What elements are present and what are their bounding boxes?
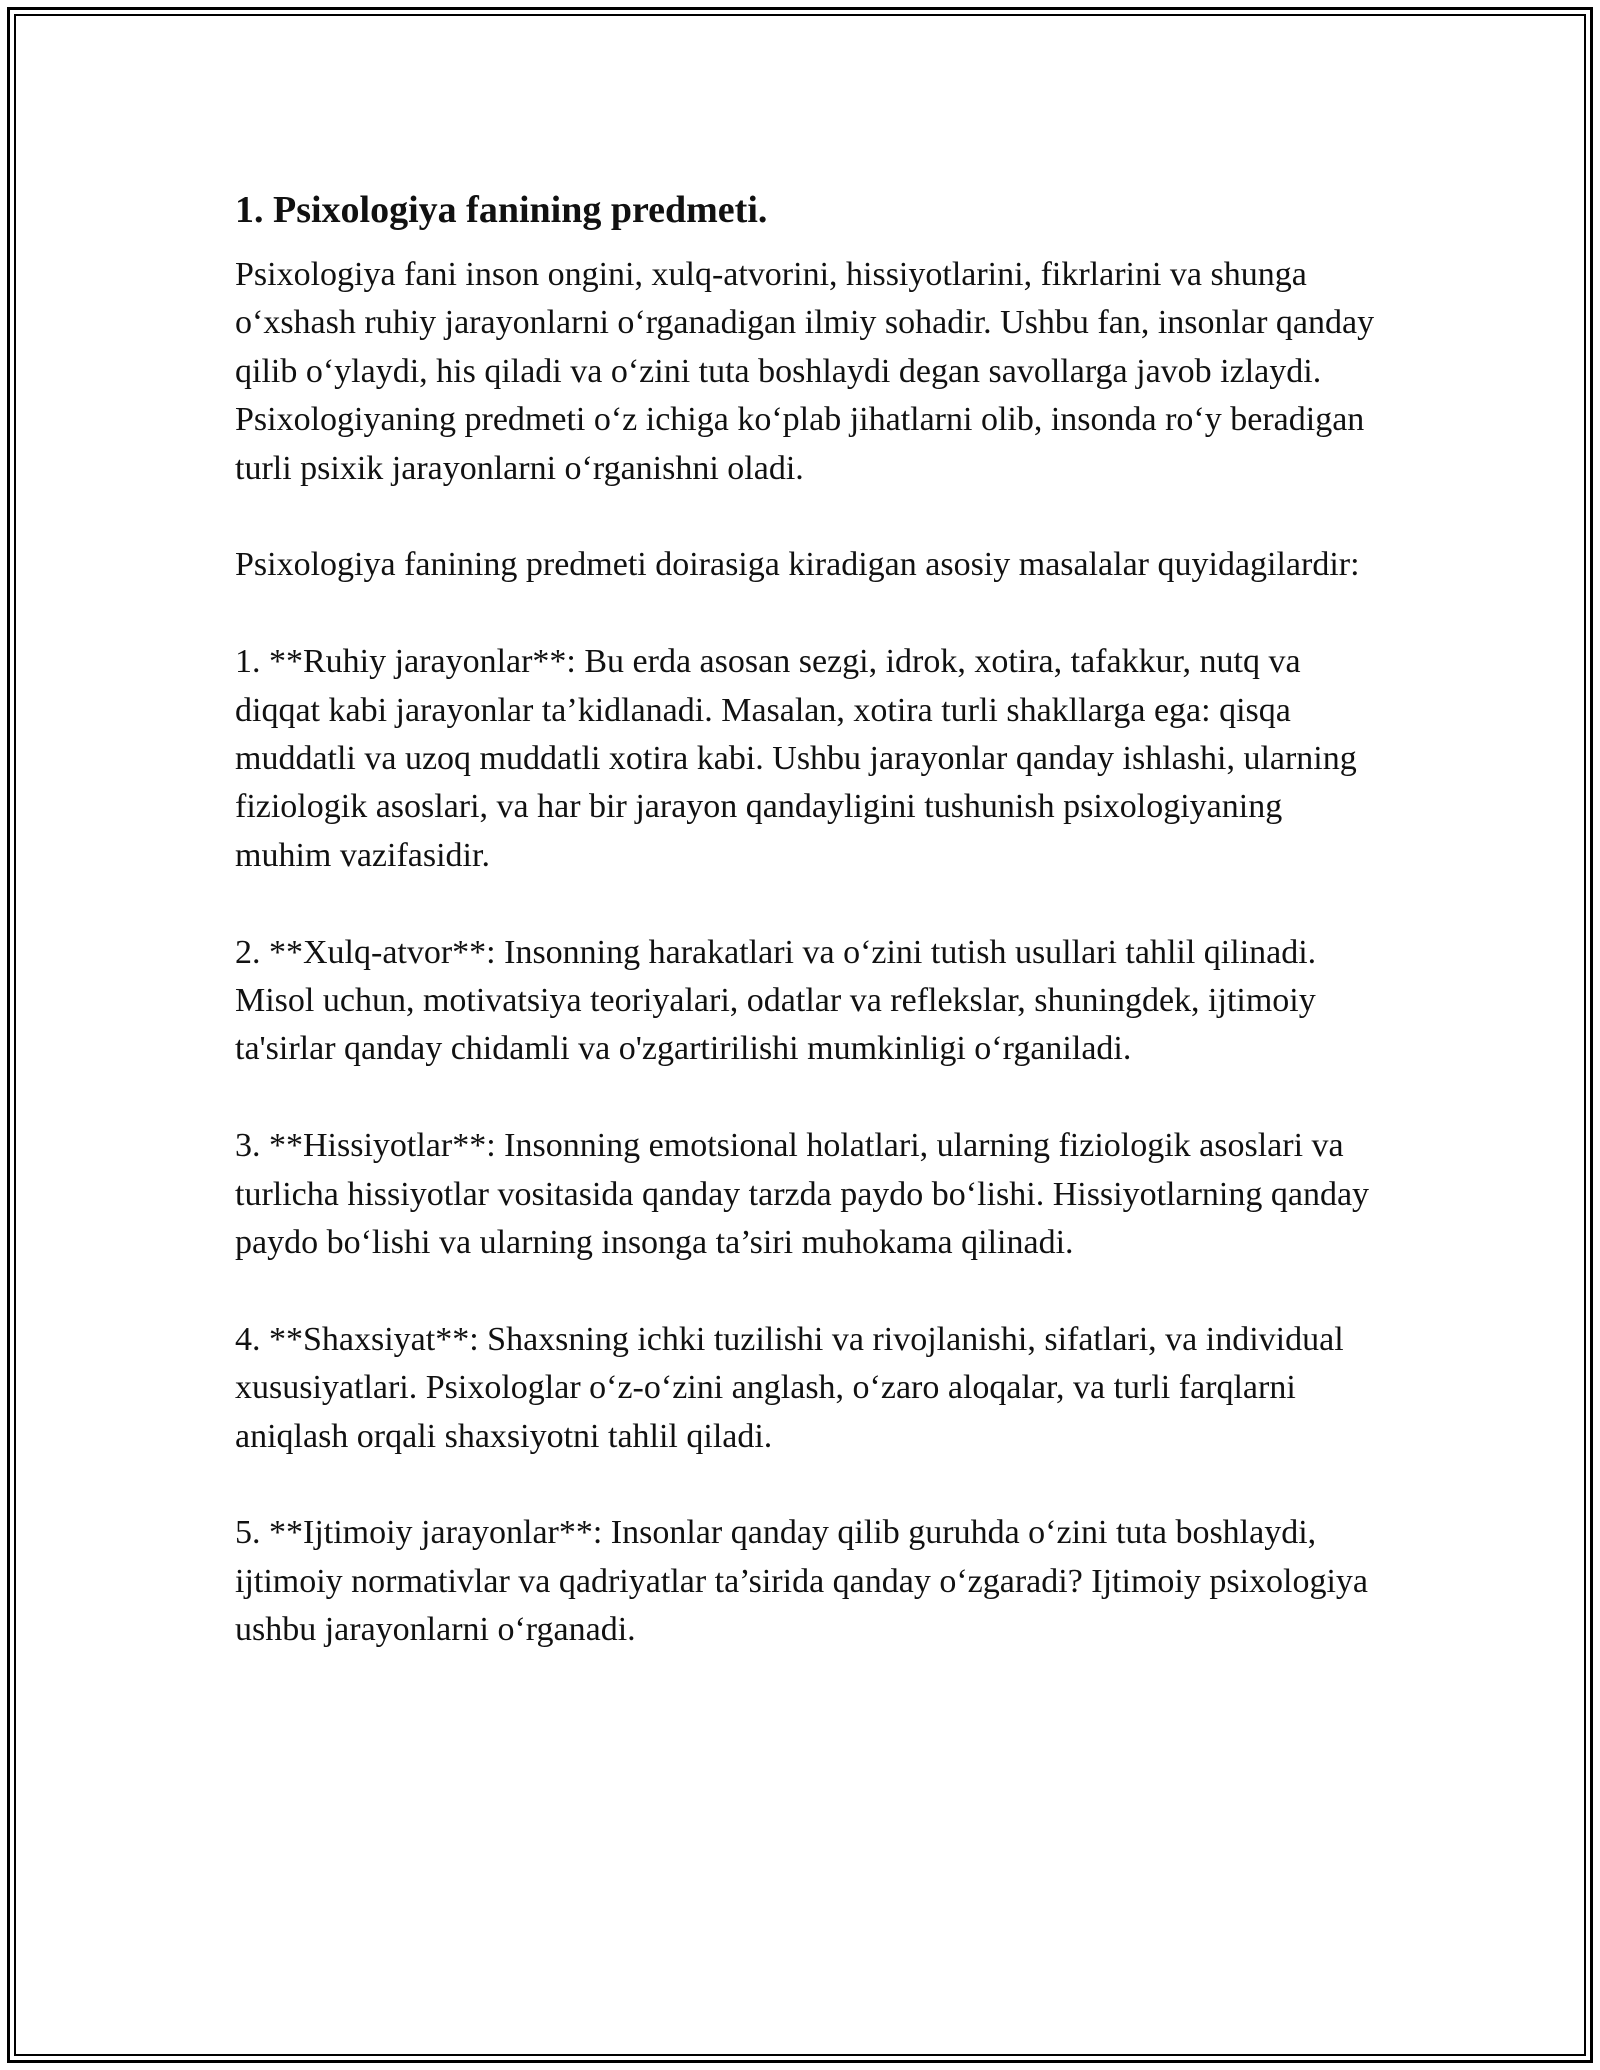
document-title: 1. Psixologiya fanining predmeti. bbox=[235, 189, 768, 231]
paragraph-intro: Psixologiya fani inson ongini, xulq-atvorini, hissiyotlarini, fikrlarini va shunga o‘xshash ruhiy jarayonlarni o‘rganadigan ilmiy sohadir. Ushbu fan, insonlar qanday qilib o‘ylaydi, his qiladi va o‘zini tuta boshlaydi degan savollarga javob izlaydi. Psixologiyaning predmeti o‘z ichiga ko‘plab jihatlarni olib, insonda ro‘y beradigan turli psixik jarayonlarni o‘rganishni oladi. bbox=[235, 256, 1375, 487]
list-item-hissiyotlar: 3. **Hissiyotlar**: Insonning emotsional holatlari, ularning fiziologik asoslari va turlicha hissiyotlar vositasida qanday tarzda paydo bo‘lishi. Hissiyotlarning qanday paydo bo‘lishi va ularning insonga ta’siri muhokama qilinadi. bbox=[235, 1127, 1370, 1262]
list-item-ijtimoiy-jarayonlar: 5. **Ijtimoiy jarayonlar**: Insonlar qanday qilib guruhda o‘zini tuta boshlaydi, ijtimoiy normativlar va qadriyatlar ta’sirida qanday o‘zgaradi? Ijtimoiy psixologiya ushbu jarayonlarni o‘rganadi. bbox=[235, 1514, 1369, 1649]
paragraph-list-lead: Psixologiya fanining predmeti doirasiga kiradigan asosiy masalalar quyidagilardir: bbox=[235, 546, 1360, 584]
document-body bbox=[235, 186, 1375, 1655]
list-item-xulq-atvor: 2. **Xulq-atvor**: Insonning harakatlari va o‘zini tutish usullari tahlil qilinadi. Misol uchun, motivatsiya teoriyalari, odatlar va reflekslar, shuningdek, ijtimoiy ta'sirlar qanday chidamli va o'zgartirilishi mumkinligi o‘rganiladi. bbox=[235, 933, 1317, 1068]
list-item-ruhiy-jarayonlar: 1. **Ruhiy jarayonlar**: Bu erda asosan sezgi, idrok, xotira, tafakkur, nutq va diqqat kabi jarayonlar ta’kidlanadi. Masalan, xotira turli shakllarga ega: qisqa muddatli va uzoq muddatli xotira kabi. Ushbu jarayonlar qanday ishlashi, ularning fiziologik asoslari, va har bir jarayon qandayligini tushunish psixologiyaning muhim vazifasidir. bbox=[235, 643, 1357, 874]
list-item-shaxsiyat: 4. **Shaxsiyat**: Shaxsning ichki tuzilishi va rivojlanishi, sifatlari, va individual xususiyatlari. Psixologlar o‘z-o‘zini anglash, o‘zaro aloqalar, va turli farqlarni aniqlash orqali shaxsiyotni tahlil qiladi. bbox=[235, 1320, 1344, 1455]
